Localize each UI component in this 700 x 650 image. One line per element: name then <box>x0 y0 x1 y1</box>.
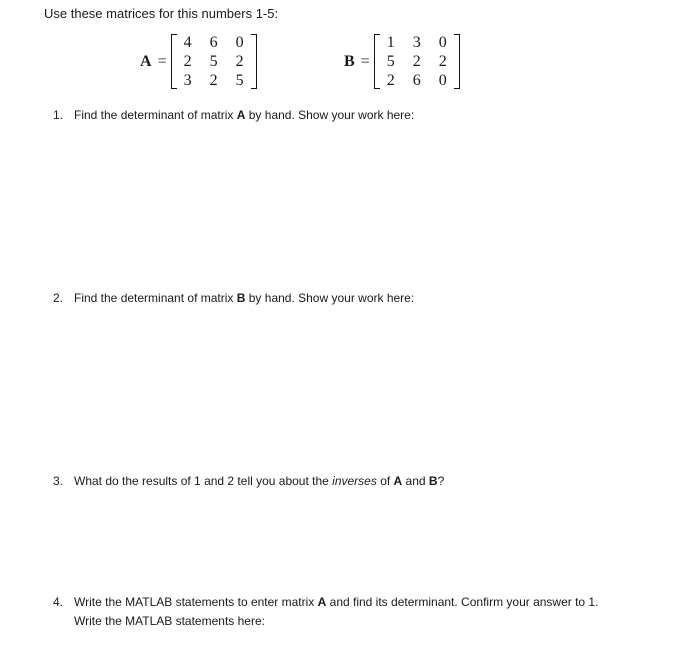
matrix-cell: 2 <box>412 53 421 70</box>
question-4 <box>53 593 598 631</box>
matrix-cell: 3 <box>412 34 421 51</box>
matrix-cell: 6 <box>412 72 421 89</box>
matrix-cell: 0 <box>438 34 447 51</box>
question-3 <box>53 472 444 491</box>
question-text-line-2: Write the MATLAB statements here: <box>74 614 265 628</box>
matrix-cell: 2 <box>386 72 395 89</box>
question-number: 4. <box>53 595 64 609</box>
matrix-cell: 5 <box>235 72 244 89</box>
matrix-b <box>374 33 460 90</box>
matrix-cell: 5 <box>386 53 395 70</box>
question-text: Find the determinant of matrix A by hand. Show your work here: <box>74 108 415 122</box>
question-1 <box>53 106 414 125</box>
matrix-cell: 2 <box>209 72 218 89</box>
question-number: 1. <box>53 108 64 122</box>
question-text: What do the results of 1 and 2 tell you about the inverses of A and B? <box>74 474 445 488</box>
equals-sign: = <box>360 52 370 70</box>
matrix-a-label: A <box>140 52 152 70</box>
matrix-cell: 6 <box>209 34 218 51</box>
question-text: Write the MATLAB statements to enter matrix A and find its determinant. Confirm your answer to 1. <box>74 595 599 609</box>
matrix-cell: 0 <box>235 34 244 51</box>
question-2 <box>53 289 414 308</box>
question-number: 2. <box>53 291 64 305</box>
matrix-cell: 5 <box>209 53 218 70</box>
equals-sign: = <box>157 52 167 70</box>
matrix-cell: 2 <box>438 53 447 70</box>
matrix-cell: 4 <box>183 34 192 51</box>
matrix-a-equation <box>140 33 257 90</box>
matrix-cell: 2 <box>235 53 244 70</box>
matrix-b-equation <box>344 33 460 90</box>
matrix-cell: 1 <box>386 34 395 51</box>
matrix-a <box>171 33 257 90</box>
instructions-text: Use these matrices for this numbers 1-5: <box>44 6 279 21</box>
matrix-cell: 3 <box>183 72 192 89</box>
matrix-b-label: B <box>344 52 355 70</box>
matrix-cell: 2 <box>183 53 192 70</box>
question-text: Find the determinant of matrix B by hand. Show your work here: <box>74 291 415 305</box>
question-number: 3. <box>53 474 64 488</box>
matrix-cell: 0 <box>438 72 447 89</box>
